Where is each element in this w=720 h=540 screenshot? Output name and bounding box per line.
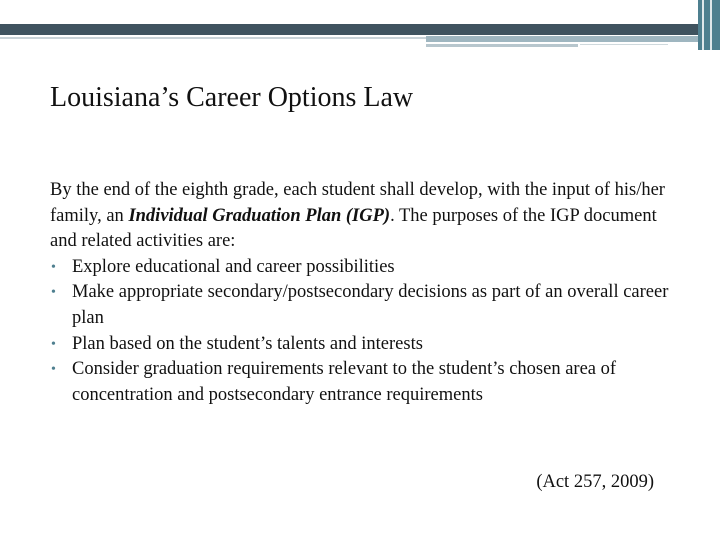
list-item (50, 280, 670, 331)
header-teal-block (698, 0, 720, 50)
header-accent-rule (426, 44, 578, 47)
slide-title: Louisiana’s Career Options Law (50, 82, 414, 113)
igp-term: Individual Graduation Plan (IGP) (128, 205, 391, 226)
list-item (50, 255, 670, 281)
slide-body (50, 178, 670, 408)
list-item-text: Make appropriate secondary/postsecondary decisions as part of an overall career plan (72, 282, 669, 328)
citation: (Act 257, 2009) (536, 472, 654, 492)
header-accent-rule-2 (580, 44, 668, 45)
list-item-text: Plan based on the student’s talents and interests (72, 333, 423, 354)
list-item-text: Explore educational and career possibilities (72, 256, 395, 277)
intro-text-end: . The purposes of the IGP document and related activities are: (50, 205, 657, 252)
bullet-icon: • (51, 336, 56, 352)
header-light-bar (426, 36, 698, 42)
list-item-text: Consider graduation requirements relevant to the student’s chosen area of concentration and postsecondary entrance requirements (72, 359, 617, 405)
list-item (50, 332, 670, 358)
purpose-list (50, 255, 670, 409)
list-item (50, 357, 670, 408)
bullet-icon: • (51, 285, 56, 301)
teal-stripe (702, 0, 704, 50)
header-dark-bar (0, 24, 698, 35)
bullet-icon: • (51, 362, 56, 378)
bullet-icon: • (51, 259, 56, 275)
intro-text-start: By the end of the eighth grade, each student shall develop, with the input of his/her family, an (50, 180, 665, 226)
intro-paragraph (50, 178, 670, 255)
header-top-band (0, 0, 720, 24)
teal-stripe (710, 0, 712, 50)
